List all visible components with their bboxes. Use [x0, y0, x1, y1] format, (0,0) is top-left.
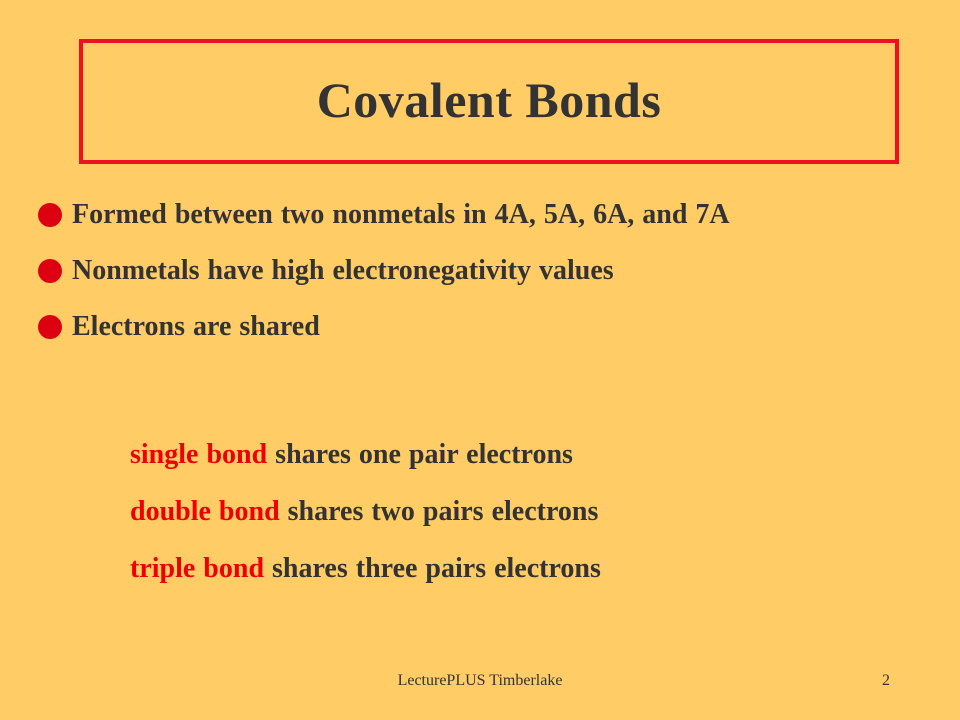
- bullet-text: Formed between two nonmetals in 4A, 5A, 6A, and 7A: [72, 199, 730, 230]
- bullet-dot-icon: [38, 315, 62, 339]
- bond-description: shares one pair electrons: [267, 439, 573, 470]
- bullet-list: [38, 194, 898, 362]
- page-number: 2: [882, 672, 890, 689]
- bullet-dot-icon: [38, 203, 62, 227]
- bond-description: shares three pairs electrons: [264, 553, 601, 584]
- bullet-text: Nonmetals have high electronegativity values: [72, 255, 614, 286]
- footer-source: LecturePLUS Timberlake: [397, 672, 563, 689]
- bullet-item: [38, 250, 898, 292]
- bond-type-item: [130, 436, 601, 493]
- slide-title: Covalent Bonds: [316, 71, 662, 128]
- bullet-text: Electrons are shared: [72, 311, 320, 342]
- bond-description: shares two pairs electrons: [279, 496, 599, 527]
- bullet-dot-icon: [38, 259, 62, 283]
- bullet-item: [38, 194, 898, 236]
- title-box: [79, 39, 899, 164]
- bond-term: triple bond: [130, 553, 265, 584]
- bond-term: single bond: [130, 439, 268, 470]
- bullet-item: [38, 306, 898, 348]
- bond-type-item: [130, 493, 601, 550]
- bond-type-item: [130, 550, 601, 607]
- bond-term: double bond: [130, 496, 280, 527]
- bond-type-list: [130, 436, 601, 607]
